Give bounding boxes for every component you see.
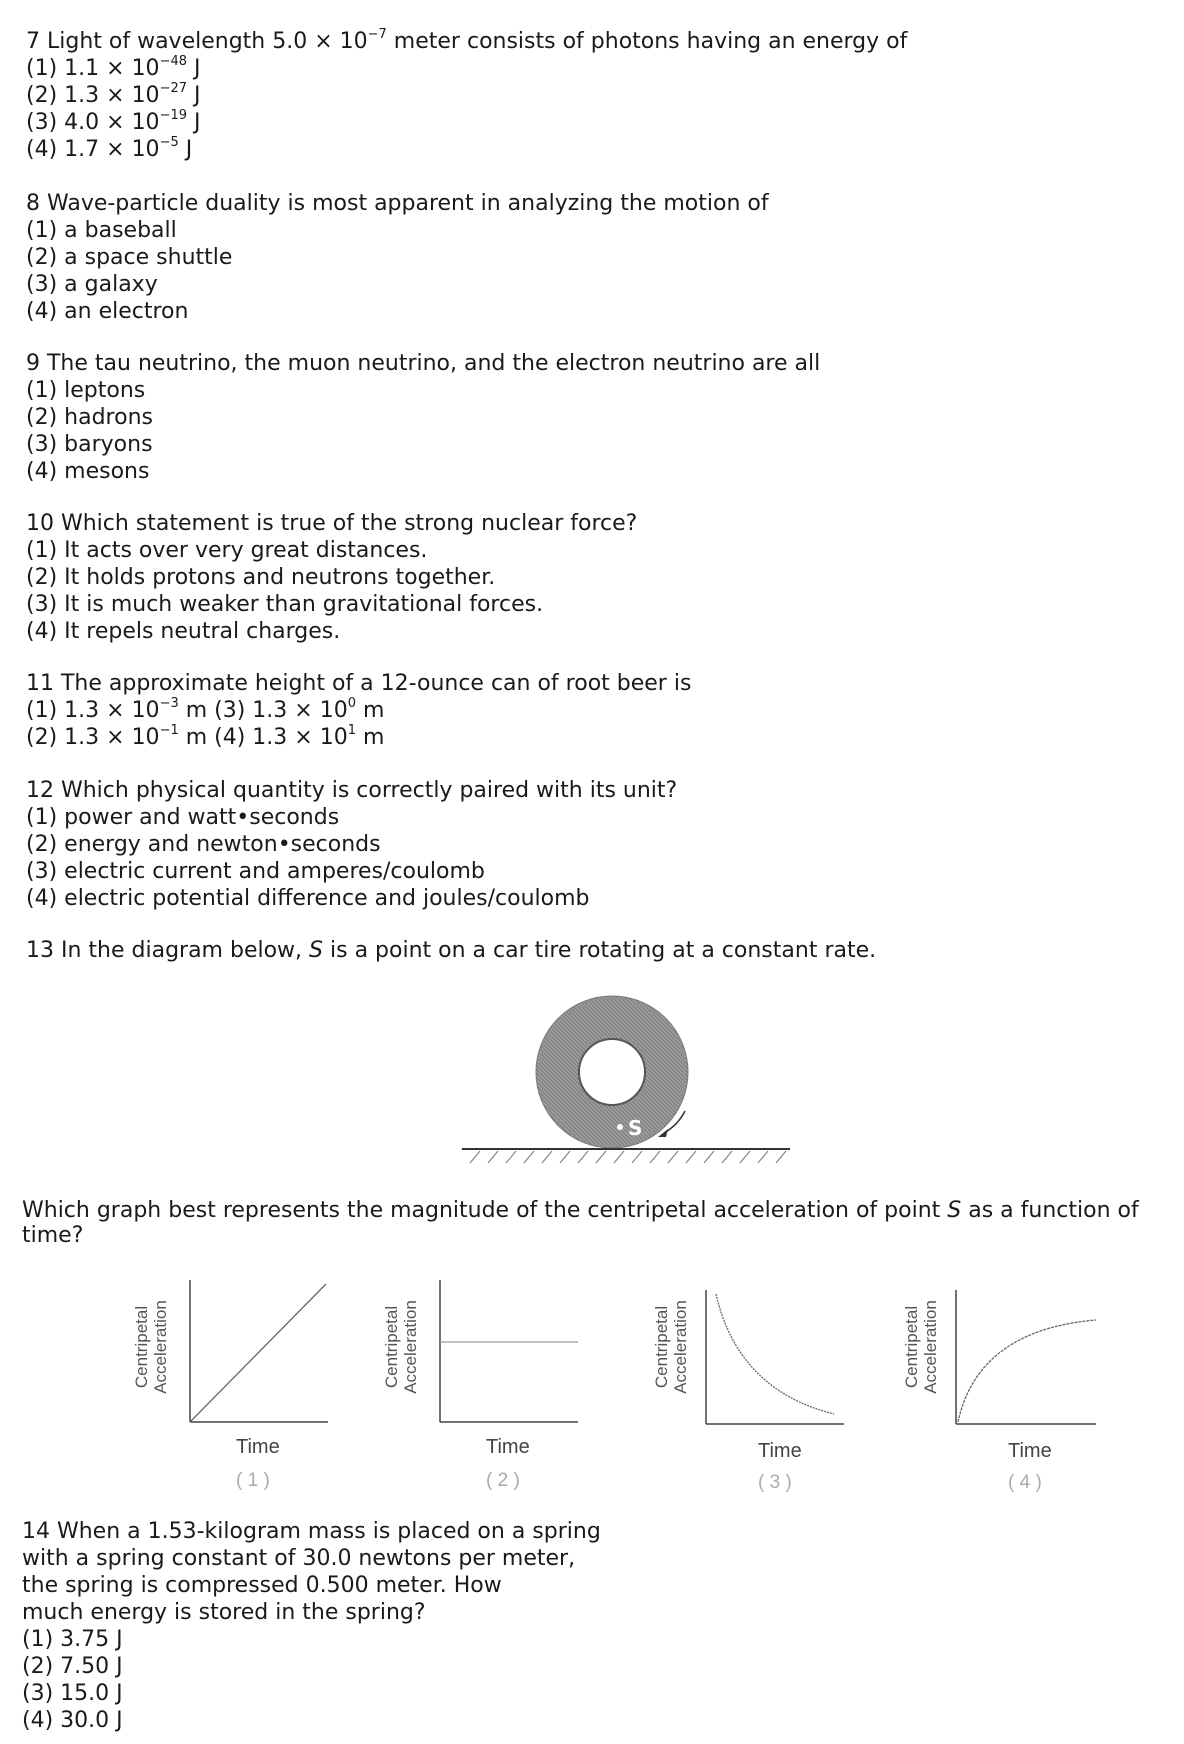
question-14-stem-line-4: much energy is stored in the spring?	[22, 1600, 426, 1625]
graph-plot-area	[898, 1280, 1128, 1440]
y-axis-label-line-2: Acceleration	[921, 1300, 940, 1394]
graph-plot-area	[378, 1270, 608, 1430]
question-8-option-2: (2) a space shuttle	[26, 245, 233, 270]
question-14-stem-line-3: the spring is compressed 0.500 meter. How	[22, 1573, 502, 1598]
option-exponent: −5	[159, 134, 179, 150]
answer-graph-3	[648, 1280, 878, 1510]
y-axis-label-line-2: Acceleration	[671, 1300, 690, 1394]
graph-x-axis-label: Time	[1008, 1440, 1052, 1462]
question-13-prompt-text: Which graph best represents the magnitude of the centripetal acceleration of point	[22, 1198, 948, 1223]
curve-line	[190, 1284, 326, 1422]
question-13-stem-variable: S	[309, 938, 324, 963]
question-13-prompt	[22, 1198, 1162, 1248]
option-text: (2) 1.3 × 10	[26, 725, 160, 750]
option-unit: m	[356, 725, 385, 750]
answer-graph-1	[128, 1270, 358, 1500]
option-exponent: −3	[159, 695, 179, 711]
graph-number-label: ( 2 )	[486, 1470, 520, 1491]
option-exponent: −27	[159, 80, 187, 96]
question-10-option-4: (4) It repels neutral charges.	[26, 619, 341, 644]
question-14-option-4: (4) 30.0 J	[22, 1708, 123, 1733]
question-9-stem: 9 The tau neutrino, the muon neutrino, and the electron neutrino are all	[26, 351, 821, 376]
graph-x-axis-label: Time	[486, 1436, 530, 1458]
y-axis-label-line-1: Centripetal	[132, 1305, 151, 1389]
question-13-stem	[26, 937, 876, 964]
question-13-prompt-variable: S	[947, 1198, 962, 1223]
question-7-option-1	[26, 55, 907, 82]
y-axis-label-line-1: Centripetal	[652, 1305, 671, 1389]
question-14-option-1: (1) 3.75 J	[22, 1627, 123, 1652]
question-11-options-row-2	[26, 724, 691, 751]
option-text: (2) 1.3 × 10	[26, 83, 160, 108]
y-axis-label-line-2: Acceleration	[151, 1300, 170, 1394]
option-text: (3) 4.0 × 10	[26, 110, 160, 135]
option-exponent: 0	[347, 695, 356, 711]
question-12-option-3: (3) electric current and amperes/coulomb	[26, 859, 485, 884]
option-text: m (3) 1.3 × 10	[178, 698, 348, 723]
option-unit: m	[356, 698, 385, 723]
question-8-stem: 8 Wave-particle duality is most apparent in analyzing the motion of	[26, 191, 769, 216]
graph-number-label: ( 4 )	[1008, 1472, 1042, 1493]
question-14-option-2: (2) 7.50 J	[22, 1654, 123, 1679]
graph-number-label: ( 3 )	[758, 1472, 792, 1493]
question-13-stem-text: 13 In the diagram below,	[26, 938, 310, 963]
question-13-stem-tail: is a point on a car tire rotating at a constant rate.	[323, 938, 877, 963]
question-12-option-1: (1) power and watt•seconds	[26, 805, 340, 830]
option-text: m (4) 1.3 × 10	[178, 725, 348, 750]
question-14-stem-line-2: with a spring constant of 30.0 newtons per meter,	[22, 1546, 576, 1571]
question-7-option-2	[26, 82, 907, 109]
question-10-option-2: (2) It holds protons and neutrons together.	[26, 565, 496, 590]
question-11	[26, 670, 691, 751]
question-14	[22, 1518, 642, 1734]
y-axis-label-line-2: Acceleration	[401, 1300, 420, 1394]
y-axis-label-line-1: Centripetal	[902, 1305, 921, 1389]
option-unit: J	[178, 137, 193, 162]
option-text: (1) 1.1 × 10	[26, 56, 160, 81]
question-10	[26, 510, 637, 645]
graph-plot-area	[128, 1270, 358, 1430]
question-7-stem-tail: meter consists of photons having an energy of	[386, 29, 908, 54]
question-12-option-2: (2) energy and newton•seconds	[26, 832, 381, 857]
question-11-options-row-1	[26, 697, 691, 724]
question-12-stem: 12 Which physical quantity is correctly paired with its unit?	[26, 778, 678, 803]
tire-diagram	[440, 985, 800, 1165]
graph-x-axis-label: Time	[758, 1440, 802, 1462]
question-9-option-3: (3) baryons	[26, 432, 153, 457]
point-s-marker	[617, 1124, 623, 1130]
question-7-stem-exponent: −7	[367, 26, 387, 42]
option-text: (4) 1.7 × 10	[26, 137, 160, 162]
ground-hatching	[470, 1151, 786, 1163]
question-8-option-3: (3) a galaxy	[26, 272, 158, 297]
question-12	[26, 777, 677, 912]
option-text: (1) 1.3 × 10	[26, 698, 160, 723]
question-10-option-3: (3) It is much weaker than gravitational forces.	[26, 592, 544, 617]
question-10-option-1: (1) It acts over very great distances.	[26, 538, 428, 563]
question-8-option-1: (1) a baseball	[26, 218, 177, 243]
graph-x-axis-label: Time	[236, 1436, 280, 1458]
question-8-option-4: (4) an electron	[26, 299, 189, 324]
y-axis-label-line-1: Centripetal	[382, 1305, 401, 1389]
curve-line	[958, 1320, 1096, 1422]
point-s-label: S	[628, 1116, 643, 1140]
option-exponent: 1	[347, 722, 356, 738]
option-exponent: −19	[159, 107, 187, 123]
question-9-option-1: (1) leptons	[26, 378, 146, 403]
question-11-stem: 11 The approximate height of a 12-ounce can of root beer is	[26, 671, 692, 696]
question-9-option-4: (4) mesons	[26, 459, 150, 484]
curve-line	[716, 1294, 834, 1414]
hub-icon	[579, 1039, 645, 1105]
question-9-option-2: (2) hadrons	[26, 405, 153, 430]
option-unit: J	[187, 110, 201, 135]
question-14-option-3: (3) 15.0 J	[22, 1681, 123, 1706]
option-unit: J	[187, 56, 201, 81]
option-unit: J	[187, 83, 201, 108]
question-7-stem	[26, 28, 907, 55]
question-7-option-3	[26, 109, 907, 136]
answer-graph-4	[898, 1280, 1128, 1510]
question-7-option-4	[26, 136, 907, 163]
option-exponent: −1	[159, 722, 179, 738]
option-exponent: −48	[159, 53, 187, 69]
graph-plot-area	[648, 1280, 878, 1440]
question-14-stem	[22, 1518, 642, 1626]
question-13	[26, 937, 876, 964]
question-9	[26, 350, 820, 485]
question-13-prompt-tail: as a function of time?	[22, 1198, 1139, 1248]
question-10-stem: 10 Which statement is true of the strong nuclear force?	[26, 511, 638, 536]
question-7-stem-text: 7 Light of wavelength 5.0 × 10	[26, 29, 368, 54]
question-12-option-4: (4) electric potential difference and joules/coulomb	[26, 886, 590, 911]
graph-number-label: ( 1 )	[236, 1470, 270, 1491]
answer-graph-2	[378, 1270, 608, 1500]
question-8	[26, 190, 769, 325]
question-7	[26, 28, 907, 163]
question-14-stem-line-1: 14 When a 1.53-kilogram mass is placed on a spring	[22, 1519, 601, 1544]
